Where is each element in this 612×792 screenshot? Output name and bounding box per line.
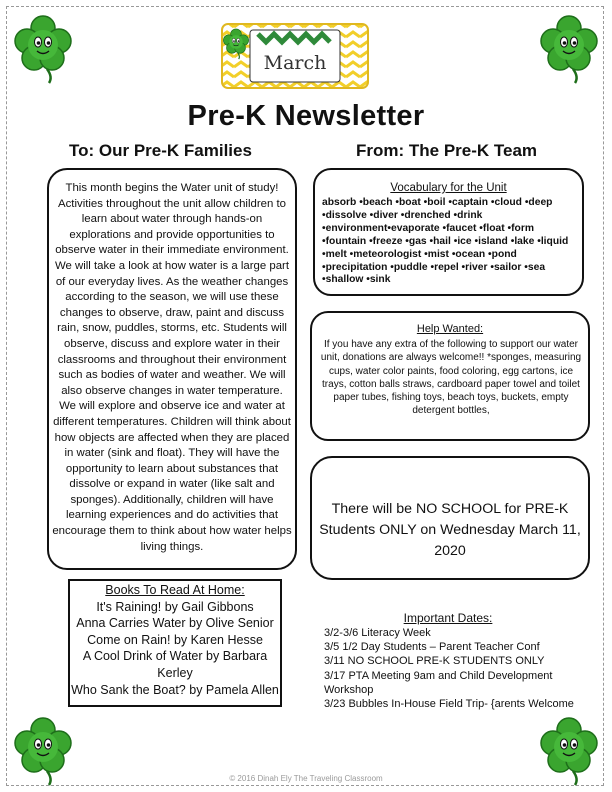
shamrock-icon bbox=[10, 12, 76, 88]
page-title: Pre-K Newsletter bbox=[187, 100, 425, 132]
book-item: Who Sank the Boat? by Pamela Allen bbox=[71, 682, 279, 697]
date-item: 3/23 Bubbles In-House Field Trip- {arents Welcome bbox=[324, 698, 574, 711]
book-item: Come on Rain! by Karen Hesse bbox=[87, 632, 263, 647]
book-item: Anna Carries Water by Olive Senior bbox=[76, 616, 274, 631]
date-item: 3/5 1/2 Day Students – Parent Teacher Conf bbox=[324, 641, 540, 654]
to-line: To: Our Pre-K Families bbox=[69, 141, 252, 160]
copyright: © 2016 Dinah Ely The Traveling Classroom bbox=[229, 774, 383, 783]
from-line: From: The Pre-K Team bbox=[356, 141, 538, 160]
dates-title: Important Dates: bbox=[403, 611, 493, 625]
books-title: Books To Read At Home: bbox=[105, 583, 245, 597]
help-wanted-text: If you have any extra of the following to support our water unit, donations are always welcome!! *sponges, measuring cups, water color paints, food coloring, egg cartons, ice trays, cotton balls straws, cardboard paper towel and toilet paper tubes, fishing toys, beach toys, buckets, empty detergent bottles, bbox=[320, 339, 582, 417]
month-banner bbox=[220, 20, 370, 92]
shamrock-icon bbox=[536, 714, 602, 790]
shamrock-icon bbox=[536, 12, 602, 88]
book-item: A Cool Drink of Water by Barbara Kerley bbox=[82, 649, 268, 680]
important-dates bbox=[324, 626, 580, 711]
month-label: March bbox=[263, 52, 327, 74]
help-wanted-title: Help Wanted: bbox=[416, 323, 484, 335]
unit-description: This month begins the Water unit of study! Activities throughout the unit allow children to learn about water through hands-on explorations and provide opportunities to observe water in their immediate environment. We will take a look at how water is a large part of our everyday lives. As the weather changes according to the season, we will use these changes to observe, draw, paint and discuss rain, snow, puddles, storms, etc. Students will observe, discuss and explore water in their classrooms and throughout their environment such as bodies of water and weather. We will also observe changes in water temperature. We will explore and observe ice and water at different temperatures. Children will think about how objects are affected when they are placed in water (sink and float). They will have the opportunity to learn about substances that dissolve or expand in water (like salt and sponges). Additionally, children will have learning experiences and do activities that encourage them to think about how water helps living things. bbox=[52, 182, 292, 553]
book-item: It's Raining! by Gail Gibbons bbox=[96, 599, 254, 614]
date-item: 3/2-3/6 Literacy Week bbox=[324, 627, 431, 639]
vocabulary-title: Vocabulary for the Unit bbox=[390, 182, 507, 194]
date-item: 3/11 NO SCHOOL PRE-K STUDENTS ONLY bbox=[324, 655, 545, 668]
no-school-notice: There will be NO SCHOOL for PRE-K Students ONLY on Wednesday March 11, 2020 bbox=[319, 501, 581, 559]
date-item: 3/17 PTA Meeting 9am and Child Development Workshop bbox=[324, 669, 553, 696]
shamrock-icon bbox=[10, 714, 76, 790]
books-section bbox=[68, 582, 282, 698]
vocabulary-list: absorb •beach •boat •boil •captain •cloud •deep •dissolve •diver •drenched •drink •environment•evaporate •faucet •float •form •fountain •freeze •gas •hail •ice •island •lake •liquid •melt •meteorologist •mist •ocean •pond •precipitation •puddle •repel •river •sailor •sea •shallow •sink bbox=[322, 197, 569, 286]
